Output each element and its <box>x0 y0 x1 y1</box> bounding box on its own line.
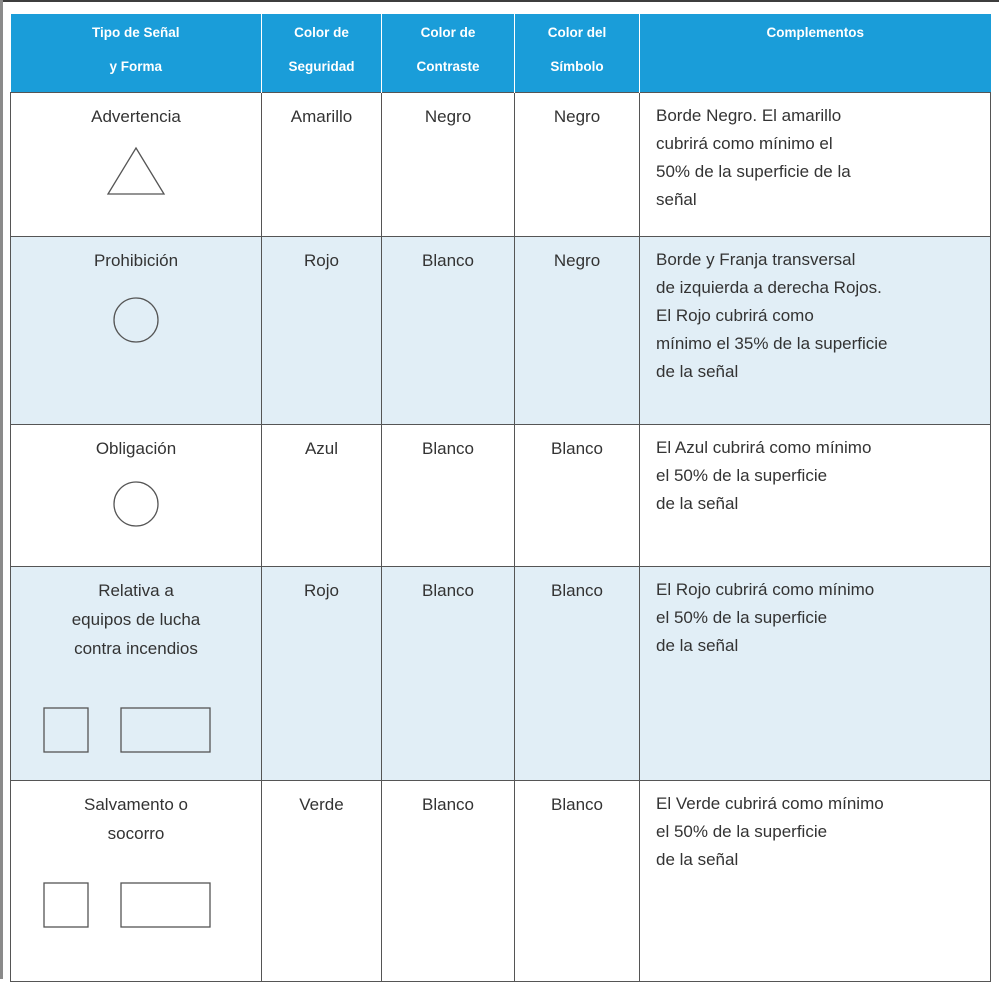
table-header <box>11 14 991 93</box>
sign-type-label: Relativa a <box>98 581 174 600</box>
header-row <box>11 14 991 93</box>
circle-icon <box>111 295 161 345</box>
top-rule <box>0 0 999 2</box>
safety-color-cell: Amarillo <box>262 93 382 237</box>
sign-type-label: socorro <box>107 824 165 843</box>
sign-type-cell <box>11 425 262 567</box>
complements-line: de la señal <box>656 636 739 655</box>
complements-cell <box>640 237 991 425</box>
complements-line: de izquierda a derecha Rojos. <box>656 278 882 297</box>
complements-cell <box>640 93 991 237</box>
square-and-rectangle-icon <box>43 707 253 753</box>
header-safety-color <box>262 14 382 93</box>
safety-signs-table <box>10 14 991 982</box>
table-row <box>11 93 991 237</box>
sign-type-label: contra incendios <box>74 639 198 658</box>
header-sign-type <box>11 14 262 93</box>
safety-color-cell: Azul <box>262 425 382 567</box>
square-and-rectangle-shapes <box>43 707 213 753</box>
table-row <box>11 425 991 567</box>
complements-line: Borde y Franja transversal <box>656 250 856 269</box>
complements-line: El Rojo cubrirá como <box>656 306 814 325</box>
header-contrast-color <box>382 14 515 93</box>
complements-line: 50% de la superficie de la <box>656 162 851 181</box>
contrast-color-cell: Blanco <box>382 567 515 781</box>
header-contrast-color-line1: Color de <box>420 25 476 40</box>
complements-line: de la señal <box>656 850 739 869</box>
complements-line: El Azul cubrirá como mínimo <box>656 438 872 457</box>
safety-color-cell: Rojo <box>262 237 382 425</box>
sign-type-label: equipos de lucha <box>71 610 201 629</box>
table-row <box>11 237 991 425</box>
header-complements-label: Complementos <box>766 25 864 40</box>
header-symbol-color <box>515 14 640 93</box>
contrast-color-cell: Blanco <box>382 237 515 425</box>
complements-line: El Rojo cubrirá como mínimo <box>656 580 875 599</box>
complements-line: el 50% de la superficie <box>656 822 828 841</box>
symbol-color-cell: Negro <box>515 237 640 425</box>
contrast-color-cell: Blanco <box>382 425 515 567</box>
sign-type-label: Obligación <box>95 439 177 458</box>
complements-line: señal <box>656 190 697 209</box>
left-rule <box>0 0 3 979</box>
header-symbol-color-line1: Color del <box>547 25 607 40</box>
complements-line: el 50% de la superficie <box>656 466 828 485</box>
sign-type-label: Advertencia <box>91 107 181 126</box>
header-safety-color-line1: Color de <box>294 25 349 40</box>
table-body <box>11 93 991 982</box>
sign-type-cell <box>11 93 262 237</box>
complements-line: El Verde cubrirá como mínimo <box>656 794 884 813</box>
sign-type-label: Salvamento o <box>84 795 188 814</box>
header-sign-type-line2: y Forma <box>109 59 163 74</box>
symbol-color-cell: Blanco <box>515 567 640 781</box>
safety-color-cell: Rojo <box>262 567 382 781</box>
complements-line: de la señal <box>656 362 739 381</box>
header-safety-color-line2: Seguridad <box>288 59 355 74</box>
circle-icon <box>111 479 161 529</box>
header-symbol-color-line2: Símbolo <box>550 59 604 74</box>
triangle-icon <box>105 145 167 197</box>
sign-type-cell <box>11 237 262 425</box>
sign-type-cell <box>11 567 262 781</box>
table-row <box>11 567 991 781</box>
safety-color-cell: Verde <box>262 781 382 982</box>
complements-line: de la señal <box>656 494 739 513</box>
complements-line: mínimo el 35% de la superficie <box>656 334 888 353</box>
header-complements <box>640 14 991 93</box>
square-and-rectangle-shapes <box>43 882 213 928</box>
symbol-color-cell: Blanco <box>515 781 640 982</box>
sign-type-label: Prohibición <box>93 251 179 270</box>
complements-line: Borde Negro. El amarillo <box>656 106 842 125</box>
symbol-color-cell: Negro <box>515 93 640 237</box>
header-contrast-color-line2: Contraste <box>416 59 480 74</box>
square-and-rectangle-icon <box>43 882 253 928</box>
table-row <box>11 781 991 982</box>
complements-cell <box>640 425 991 567</box>
symbol-color-cell: Blanco <box>515 425 640 567</box>
complements-cell <box>640 567 991 781</box>
contrast-color-cell: Blanco <box>382 781 515 982</box>
complements-line: cubrirá como mínimo el <box>656 134 833 153</box>
sign-type-cell <box>11 781 262 982</box>
header-sign-type-line1: Tipo de Señal <box>91 25 180 40</box>
complements-cell <box>640 781 991 982</box>
contrast-color-cell: Negro <box>382 93 515 237</box>
complements-line: el 50% de la superficie <box>656 608 828 627</box>
